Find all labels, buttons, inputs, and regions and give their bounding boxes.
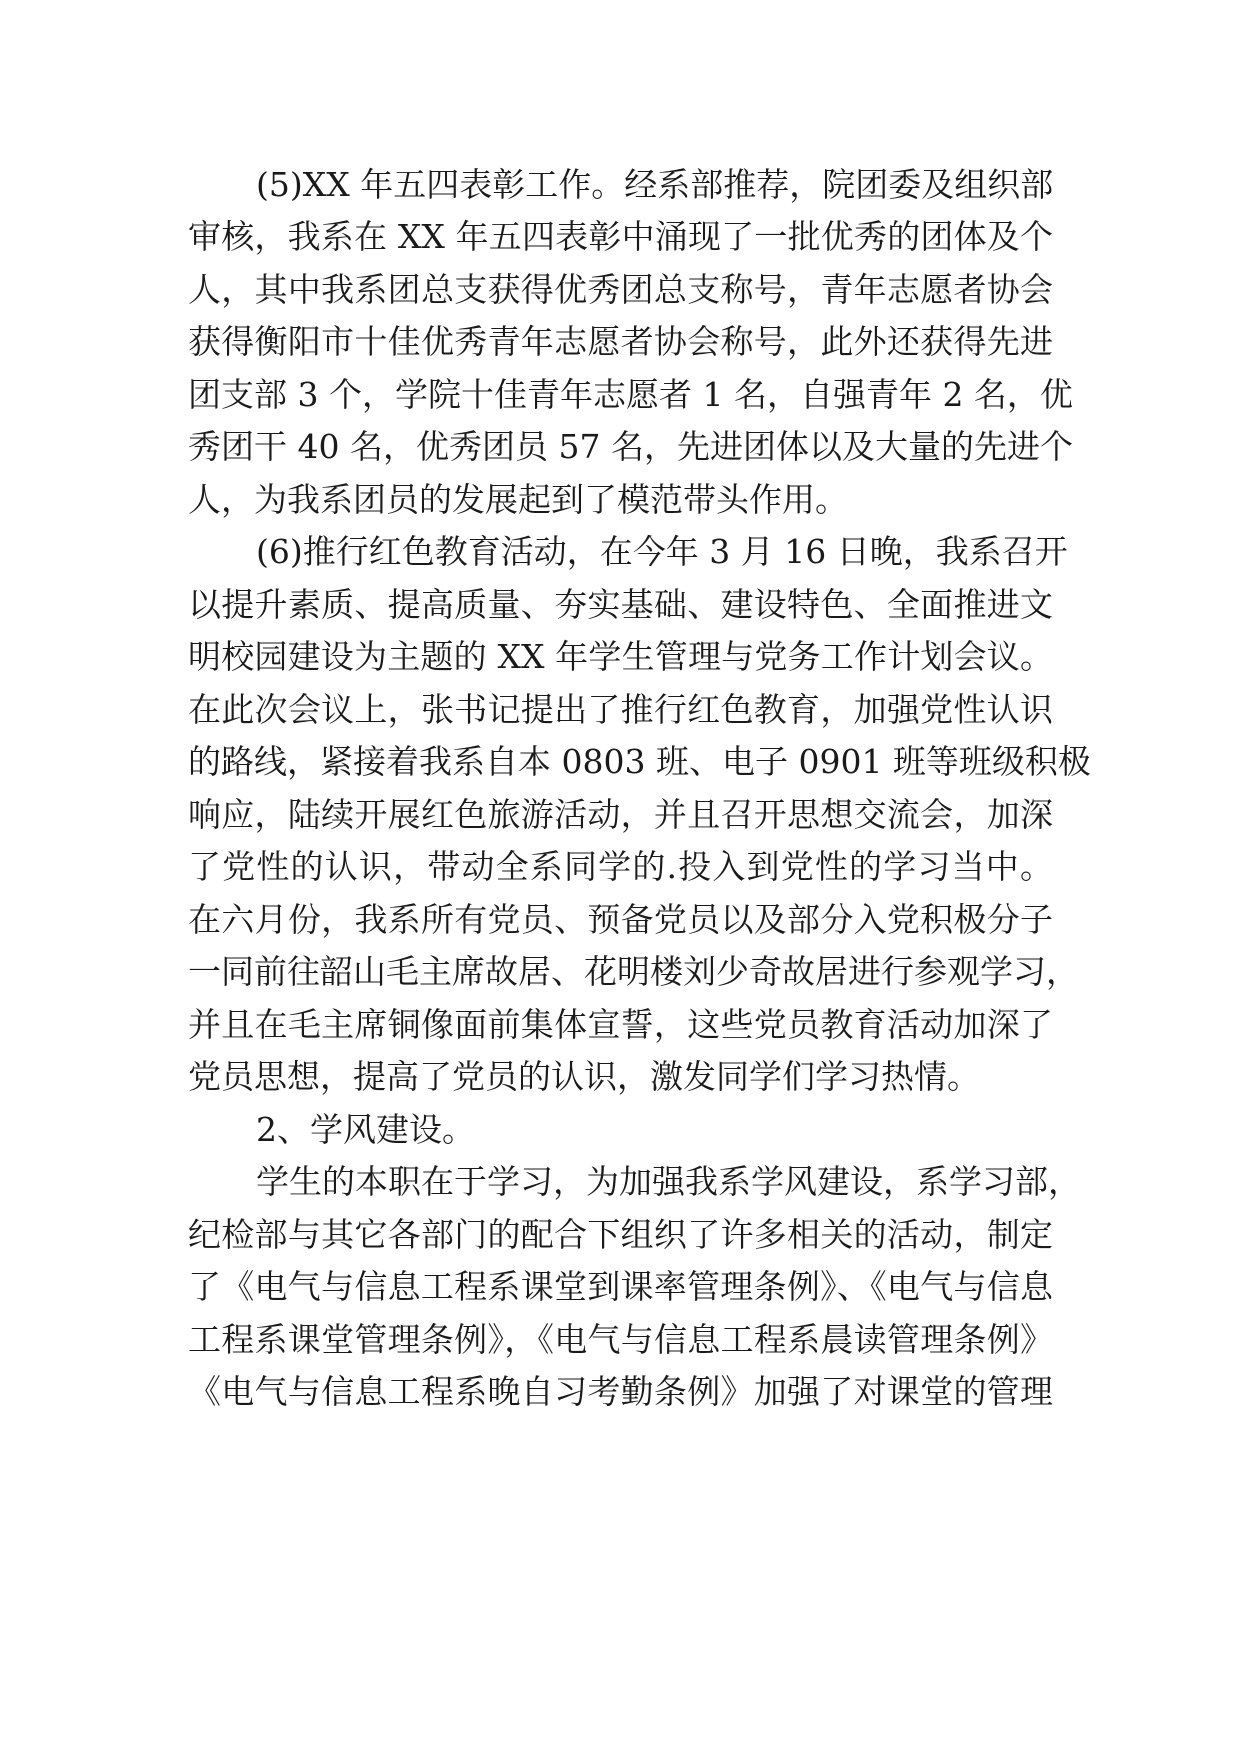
text-line: 在六月份，我系所有党员、预备党员以及部分入党积极分子	[188, 900, 1053, 939]
text-line: 了《电气与信息工程系课堂到课率管理条例》、《电气与信息	[188, 1267, 1053, 1306]
text-line: 党员思想，提高了党员的认识，激发同学们学习热情。	[188, 1057, 980, 1096]
text-line: 《电气与信息工程系晚自习考勤条例》加强了对课堂的管理	[188, 1372, 1053, 1411]
text-line: 审核，我系在 XX 年五四表彰中涌现了一批优秀的团体及个	[188, 217, 1053, 256]
text-line: 了党性的认识，带动全系同学的.投入到党性的学习当中。	[188, 847, 1053, 886]
text-line: 在此次会议上，张书记提出了推行红色教育，加强党性认识	[188, 690, 1053, 729]
text-line: 并且在毛主席铜像面前集体宣誓，这些党员教育活动加深了	[188, 1005, 1053, 1044]
text-line: 获得衡阳市十佳优秀青年志愿者协会称号，此外还获得先进	[188, 322, 1053, 361]
text-line: 秀团干 40 名，优秀团员 57 名，先进团体以及大量的先进个	[188, 427, 1073, 466]
text-line: 的路线，紧接着我系自本 0803 班、电子 0901 班等班级积极	[188, 742, 1091, 781]
text-line: 人，其中我系团总支获得优秀团总支称号，青年志愿者协会	[188, 270, 1053, 309]
section-heading: 2、学风建设。	[256, 1110, 475, 1149]
text-line: 工程系课堂管理条例》，《电气与信息工程系晨读管理条例》	[188, 1320, 1053, 1359]
text-line: (5)XX 年五四表彰工作。经系部推荐，院团委及组织部	[256, 165, 1054, 204]
text-line: (6)推行红色教育活动，在今年 3 月 16 日晚，我系召开	[256, 532, 1068, 571]
text-line: 以提升素质、提高质量、夯实基础、建设特色、全面推进文	[188, 585, 1053, 624]
text-line: 学生的本职在于学习，为加强我系学风建设，系学习部，	[256, 1162, 1081, 1201]
text-line: 团支部 3 个，学院十佳青年志愿者 1 名，自强青年 2 名，优	[188, 375, 1073, 414]
text-line: 响应，陆续开展红色旅游活动，并且召开思想交流会，加深	[188, 795, 1053, 834]
text-line: 一同前往韶山毛主席故居、花明楼刘少奇故居进行参观学习，	[188, 952, 1079, 991]
text-line: 纪检部与其它各部门的配合下组织了许多相关的活动，制定	[188, 1215, 1053, 1254]
text-line: 人，为我系团员的发展起到了模范带头作用。	[188, 480, 848, 519]
text-line: 明校园建设为主题的 XX 年学生管理与党务工作计划会议。	[188, 637, 1053, 676]
